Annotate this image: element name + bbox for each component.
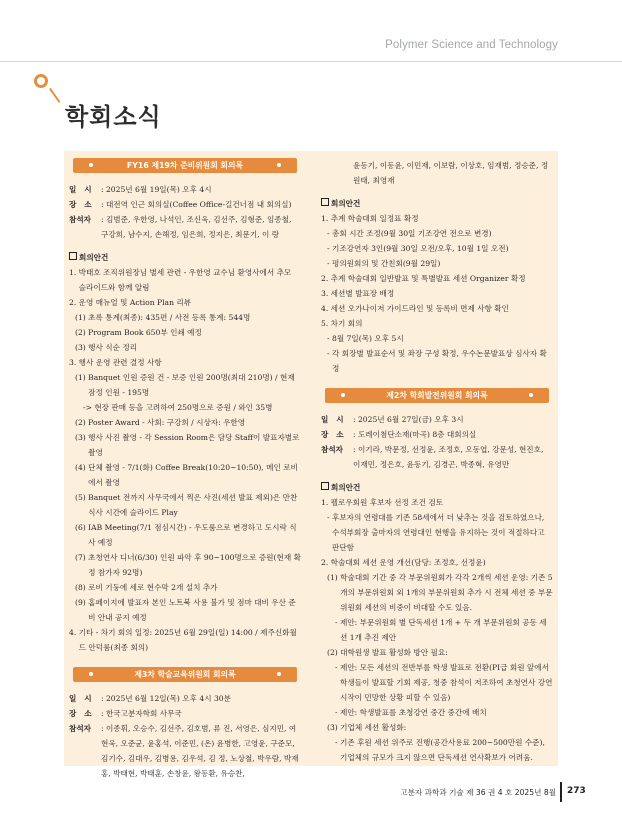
meeting-info bbox=[321, 412, 553, 472]
info-row bbox=[69, 197, 301, 212]
agenda-item-marker: 1. bbox=[321, 214, 331, 223]
committee-title: 제2차 학회발전위원회 회의록 bbox=[386, 391, 488, 400]
agenda-item-marker: - bbox=[327, 513, 332, 522]
agenda-item-text: 운영 매뉴얼 및 Action Plan 리뷰 bbox=[78, 298, 192, 307]
agenda-item-text: 학술대회 세션 운영 개선(담당: 조정호, 선정윤) bbox=[330, 558, 486, 567]
agenda-item-text: 초록 통계(최종): 435편 / 사전 등록 통계: 544명 bbox=[88, 313, 251, 322]
agenda-item-text: 행사 사진 촬영 - 각 Session Room은 담당 Staff이 발표자별로 촬영 bbox=[88, 433, 300, 457]
agenda-item-text: 박태호 조직위원장님 별세 관련 - 우한영 교수님 환영사에서 추모 슬라이드와 함께 알림 bbox=[78, 268, 292, 292]
agenda-item-marker: (6) bbox=[75, 523, 89, 532]
section-stem-icon bbox=[49, 88, 60, 103]
info-key: 장 소 bbox=[69, 200, 92, 209]
agenda-item-marker: - bbox=[335, 618, 340, 627]
agenda-item-marker: 1. bbox=[321, 498, 331, 507]
agenda-item bbox=[321, 211, 553, 226]
agenda-item-text: 펠로우회원 후보자 선정 조건 검토 bbox=[330, 498, 444, 507]
agenda-item-text: 기존 후원 세션 위주로 진행(공간사용료 200~500만원 수준), 기업체의 규모가 크지 않으면 단독세션 연사확보가 어려움. bbox=[339, 738, 545, 762]
agenda-item-text: IAB Meeting(7/1 점심시간) - 우도룸으로 변경하고 도시락 식사 예정 bbox=[88, 523, 297, 547]
agenda-item bbox=[321, 346, 553, 376]
agenda-item-text: 학술대회 기간 중 각 부문위원회가 각각 2개씩 세션 운영: 기존 5개의 부문위원회 외 1개의 부문위원회 추가 시 전체 세션 중 부문위원회 세션의 비중이 비대할 수도 있음. bbox=[340, 573, 553, 612]
banner-dot-icon bbox=[89, 163, 93, 167]
agenda-item bbox=[321, 555, 553, 570]
info-key: 장 소 bbox=[321, 430, 344, 439]
attendees-continued bbox=[321, 158, 553, 188]
agenda-item-marker: (2) bbox=[75, 418, 89, 427]
agenda-item bbox=[69, 370, 301, 400]
info-row bbox=[69, 721, 301, 781]
agenda-item bbox=[69, 355, 301, 370]
committee-title: FY16 제19차 준비위원회 회의록 bbox=[126, 161, 244, 170]
agenda-item-text: 기업체 세션 활성화: bbox=[340, 723, 407, 732]
banner-dot-icon bbox=[89, 672, 93, 676]
info-key: 장 소 bbox=[69, 709, 92, 718]
agenda-item bbox=[321, 705, 553, 720]
agenda-item bbox=[321, 720, 553, 735]
agenda-item bbox=[321, 510, 553, 555]
agenda-item-marker: 4. bbox=[69, 628, 79, 637]
agenda-item bbox=[69, 460, 301, 490]
agenda-item-text: 행사 식순 정리 bbox=[88, 343, 138, 352]
info-key: 참석자 bbox=[69, 215, 92, 224]
agenda-item bbox=[69, 550, 301, 580]
agenda-item-marker: - bbox=[327, 349, 332, 358]
info-key: 참석자 bbox=[321, 445, 344, 454]
info-key: 일 시 bbox=[69, 694, 92, 703]
agenda-item bbox=[69, 400, 301, 415]
agenda-item-text: Program Book 650부 인쇄 예정 bbox=[88, 328, 202, 337]
agenda-item-marker: (5) bbox=[75, 493, 89, 502]
agenda-item-marker: 1. bbox=[69, 268, 79, 277]
agenda-item-marker: 2. bbox=[321, 274, 331, 283]
agenda-item-marker: - bbox=[327, 229, 332, 238]
agenda-item-marker: 5. bbox=[321, 319, 331, 328]
meeting-info bbox=[69, 182, 301, 242]
agenda-item bbox=[69, 325, 301, 340]
agenda-item bbox=[69, 430, 301, 460]
agenda-item bbox=[321, 615, 553, 645]
banner-dot-icon bbox=[529, 393, 533, 397]
banner-dot-icon bbox=[341, 393, 345, 397]
banner-dot-icon bbox=[277, 163, 281, 167]
agenda-item-text: 행사 운영 관련 결정 사항 bbox=[78, 358, 162, 367]
agenda-item-marker: (2) bbox=[75, 328, 89, 337]
committee-banner bbox=[325, 388, 549, 403]
agenda-item-text: 각 회장별 발표순서 및 좌장 구성 확정, 우수논문발표상 심사자 확정 bbox=[331, 349, 547, 373]
agenda-item-text: 후보자의 연령대를 기존 58세에서 더 낮추는 것을 검토하였으나, 수석부회장 출마자의 연령대인 현행을 유지하는 것이 적절하다고 판단함 bbox=[331, 513, 545, 552]
agenda-item-marker: 2. bbox=[321, 558, 331, 567]
agenda-item-text: 제안: 부문위원회 별 단독세션 1개 + 두 개 부문위원회 공동 세션 1개 추진 제안 bbox=[339, 618, 547, 642]
info-value: : 이종휘, 오승수, 김선주, 김호범, 류 진, 서영은, 심지민, 여현욱, 오준균, 윤홍석, 이준민, (온) 윤병한, 고영윤, 구준모, 김기수, 김대우, 김병용, 김우석, 김 정, 노상철, 박우람, 박재홍, 박태현, 박태훈, 손창윤, 왕동환, 유승찬, bbox=[101, 724, 299, 778]
agenda-item-text: 8월 7일(목) 오후 5시 bbox=[331, 334, 404, 343]
agenda-heading: 회의안건 bbox=[69, 250, 301, 265]
agenda-item-text: 차기 회의 bbox=[330, 319, 363, 328]
info-value: : 한국고분자학회 사무국 bbox=[101, 709, 182, 718]
agenda-item-marker: -> bbox=[83, 403, 95, 412]
page-number: 273 bbox=[567, 786, 586, 796]
info-value: : 2025년 6월 12일(목) 오후 4시 30분 bbox=[101, 694, 231, 703]
agenda-heading: 회의안건 bbox=[321, 196, 553, 211]
header-rule bbox=[0, 61, 622, 62]
agenda-item bbox=[321, 301, 553, 316]
info-key: 일 시 bbox=[69, 185, 92, 194]
content-panel bbox=[64, 151, 558, 778]
attendees-continued-text: 윤동기, 이동윤, 이민재, 이보람, 이상호, 임재범, 정승준, 정원태, 최영재 bbox=[353, 161, 549, 185]
info-row bbox=[69, 706, 301, 721]
agenda-item-text: 제안: 모든 세션의 전반부를 학생 발표로 전환(PI급 회원 앞에서 학생들이 발표할 기회 제공, 청중 참석이 저조하여 초청연사 강연 시작이 민망한 상황 피할 수 있음) bbox=[339, 663, 553, 702]
agenda-item-marker: - bbox=[335, 738, 340, 747]
info-key: 참석자 bbox=[69, 724, 92, 733]
agenda-item-marker: - bbox=[327, 334, 332, 343]
agenda-item bbox=[69, 595, 301, 625]
agenda-item-text: 기타 - 차기 회의 일정: 2025년 6월 29일(일) 14:00 / 제주신화월드 안덕룸(최종 회의) bbox=[78, 628, 297, 652]
agenda-list bbox=[69, 265, 301, 655]
agenda-item bbox=[321, 331, 553, 346]
info-value: : 2025년 6월 19일(목) 오후 4시 bbox=[101, 185, 212, 194]
committee-banner bbox=[73, 158, 297, 173]
meeting-info bbox=[69, 691, 301, 781]
agenda-item-marker: (9) bbox=[75, 598, 89, 607]
committee-banner bbox=[73, 667, 297, 682]
agenda-item bbox=[321, 660, 553, 705]
info-value: : 이기라, 박문정, 선정윤, 조정호, 오동엽, 강문성, 현진호, 이재민, 정은호, 윤동기, 김경곤, 박종혁, 유영만 bbox=[353, 445, 544, 469]
agenda-item-text: 대학원생 발표 활성화 방안 필요: bbox=[340, 648, 448, 657]
agenda-item-text: 추계 학술대회 일정표 확정 bbox=[330, 214, 419, 223]
agenda-item bbox=[69, 520, 301, 550]
banner-dot-icon bbox=[277, 672, 281, 676]
agenda-item bbox=[321, 241, 553, 256]
agenda-item-text: 현장 판매 등을 고려하여 250명으로 증원 / 와인 35병 bbox=[94, 403, 273, 412]
agenda-item-marker: (2) bbox=[327, 648, 341, 657]
agenda-heading: 회의안건 bbox=[321, 480, 553, 495]
agenda-item bbox=[321, 286, 553, 301]
agenda-item bbox=[321, 226, 553, 241]
info-value: : 대전역 인근 회의실(Coffee Office-길건너점 내 회의실) bbox=[101, 200, 292, 209]
agenda-item-marker: (3) bbox=[75, 433, 89, 442]
info-value: : 김범준, 우한영, 나석인, 조신욱, 김선주, 김형준, 임종철, 구강희, 남수지, 손해정, 임은희, 정지은, 최문기, 이 랑 bbox=[101, 215, 292, 239]
agenda-item-text: 세션별 발표장 배정 bbox=[330, 289, 395, 298]
agenda-item-marker: - bbox=[327, 259, 332, 268]
agenda-item-marker: 3. bbox=[69, 358, 79, 367]
agenda-item-text: 단체 촬영 - 7/1(화) Coffee Break(10:20~10:50), 메인 로비에서 촬영 bbox=[88, 463, 298, 487]
right-column bbox=[321, 151, 553, 765]
agenda-item-marker: - bbox=[335, 663, 340, 672]
info-value: : 2025년 6월 27일(금) 오후 3시 bbox=[353, 415, 464, 424]
agenda-item-text: 기조강연자 3인(9월 30일 오전/오후, 10월 1일 오전) bbox=[331, 244, 509, 253]
agenda-item-text: 추계 학술대회 일반발표 및 특별발표 세션 Organizer 확정 bbox=[330, 274, 526, 283]
agenda-item-text: 홈페이지에 발표자 본인 노트북 사용 불가 및 점마 대비 우산 준비 안내 공지 예정 bbox=[88, 598, 296, 622]
agenda-item bbox=[321, 316, 553, 331]
info-row bbox=[321, 442, 553, 472]
info-row bbox=[69, 691, 301, 706]
agenda-item bbox=[69, 415, 301, 430]
agenda-item bbox=[69, 580, 301, 595]
agenda-list bbox=[321, 211, 553, 376]
agenda-item-marker: (3) bbox=[75, 343, 89, 352]
agenda-item-marker: (4) bbox=[75, 463, 89, 472]
agenda-item bbox=[69, 265, 301, 295]
agenda-item-text: 초청연사 디너(6/30) 인원 파악 후 90~100명으로 증원(현재 확정 참가자 92명) bbox=[88, 553, 301, 577]
agenda-item-text: 세션 오가나이저 가이드라인 및 등록비 면제 사항 확인 bbox=[330, 304, 509, 313]
agenda-list bbox=[321, 495, 553, 765]
agenda-item-marker: (1) bbox=[75, 373, 89, 382]
section-title: 학회소식 bbox=[65, 103, 162, 131]
agenda-item-marker: (7) bbox=[75, 553, 89, 562]
section-circle-icon bbox=[34, 74, 48, 88]
info-row bbox=[321, 412, 553, 427]
left-column bbox=[69, 151, 301, 781]
agenda-item bbox=[321, 495, 553, 510]
agenda-item-marker: (3) bbox=[327, 723, 341, 732]
agenda-item bbox=[69, 340, 301, 355]
agenda-item bbox=[321, 271, 553, 286]
agenda-item-text: Poster Award - 사회: 구강희 / 시상자: 우한영 bbox=[88, 418, 246, 427]
info-key: 일 시 bbox=[321, 415, 344, 424]
agenda-item-text: 로비 기둥에 세로 현수막 2개 설치 추가 bbox=[88, 583, 218, 592]
info-row bbox=[321, 427, 553, 442]
agenda-item-marker: 3. bbox=[321, 289, 331, 298]
agenda-item-text: Banquet 전까지 사무국에서 찍은 사진(세션 발표 제외)은 만찬 식사 시간에 슬라이드 Play bbox=[88, 493, 298, 517]
info-value: : 도레이첨단소재(마곡) 8층 대회의실 bbox=[353, 430, 477, 439]
agenda-item-marker: 4. bbox=[321, 304, 331, 313]
agenda-item bbox=[69, 310, 301, 325]
agenda-item-marker: - bbox=[335, 708, 340, 717]
agenda-item bbox=[321, 256, 553, 271]
agenda-item bbox=[321, 645, 553, 660]
committee-title: 제3차 학술교육위원회 회의록 bbox=[134, 670, 236, 679]
agenda-item bbox=[69, 625, 301, 655]
info-row bbox=[69, 212, 301, 242]
agenda-item-marker: 2. bbox=[69, 298, 79, 307]
agenda-item-marker: (1) bbox=[75, 313, 89, 322]
agenda-item-text: 제안: 학생발표를 초청강연 중간 중간에 배치 bbox=[339, 708, 487, 717]
agenda-item-text: 평의원회의 및 간친회(9월 29일) bbox=[331, 259, 441, 268]
agenda-item-marker: (1) bbox=[327, 573, 341, 582]
footer-divider bbox=[560, 782, 562, 802]
agenda-item-marker: - bbox=[327, 244, 332, 253]
journal-header: Polymer Science and Technology bbox=[385, 39, 558, 51]
agenda-item-text: Banquet 인원 증원 건 - 보증 인원 200명(최대 210명) / 현재 잠정 인원 - 195명 bbox=[88, 373, 295, 397]
agenda-item bbox=[321, 735, 553, 765]
agenda-item-marker: (8) bbox=[75, 583, 89, 592]
agenda-item bbox=[321, 570, 553, 615]
agenda-item-text: 총회 시간 조정(9월 30일 기조강연 전으로 변경) bbox=[331, 229, 492, 238]
agenda-item bbox=[69, 295, 301, 310]
agenda-item bbox=[69, 490, 301, 520]
info-row bbox=[69, 182, 301, 197]
footer-journal-info: 고분자 과학과 기술 제 36 권 4 호 2025년 8월 bbox=[400, 788, 556, 797]
